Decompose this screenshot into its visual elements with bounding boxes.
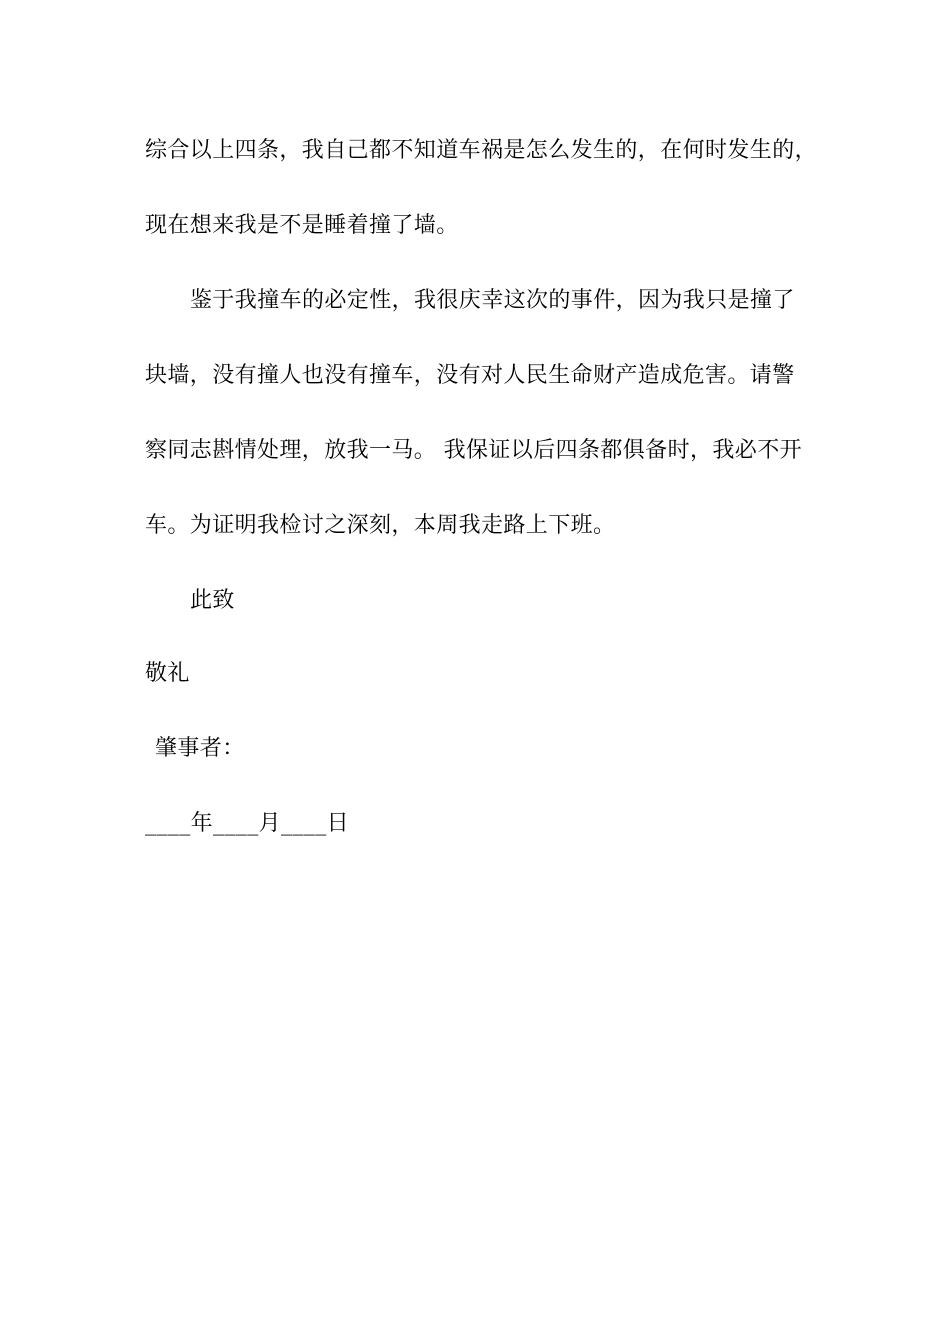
closing-text: 此致 <box>190 588 235 613</box>
date-line: ____年____月____日 <box>145 811 350 836</box>
paragraph-1-line-1: 综合以上四条，我自己都不知道车祸是怎么发生的，在何时发生的， <box>145 138 818 163</box>
paragraph-2-line-3: 察同志斟情处理，放我一马。 我保证以后四条都俱备时，我必不开 <box>145 438 802 463</box>
paragraph-1-line-2: 现在想来我是不是睡着撞了墙。 <box>145 213 459 238</box>
salutation-text: 敬礼 <box>145 661 190 686</box>
signer-label: 肇事者： <box>155 736 245 761</box>
paragraph-2-line-1: 鉴于我撞车的必定性，我很庆幸这次的事件，因为我只是撞了 <box>190 288 795 313</box>
paragraph-2-line-4: 车。为证明我检讨之深刻，本周我走路上下班。 <box>145 513 616 538</box>
paragraph-2-line-2: 块墙，没有撞人也没有撞车，没有对人民生命财产造成危害。请警 <box>145 363 795 388</box>
